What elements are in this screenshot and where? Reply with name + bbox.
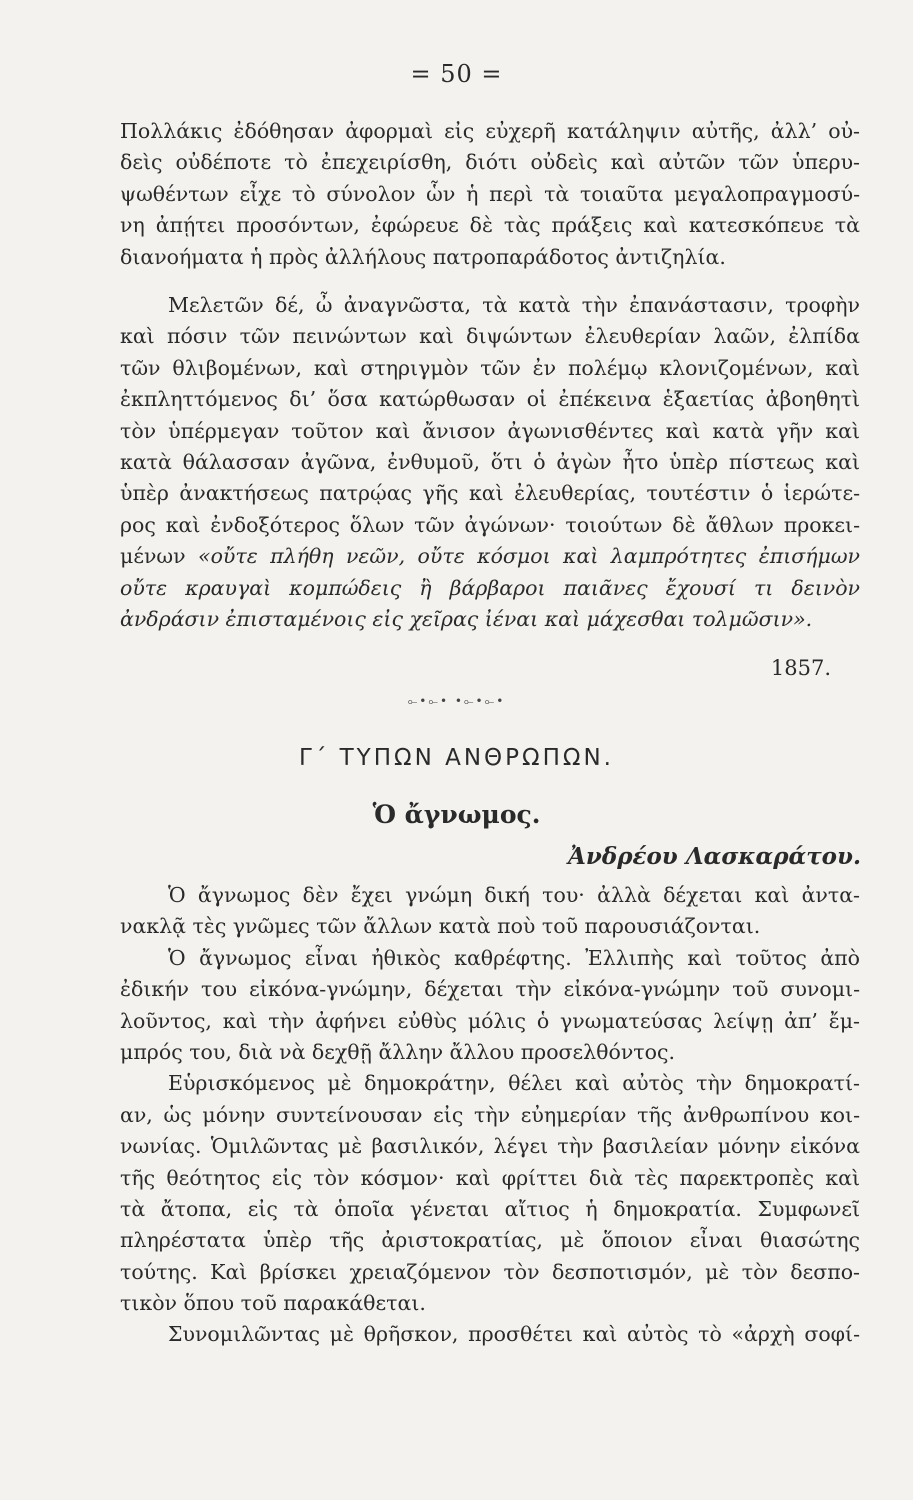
paragraph-1 <box>120 116 860 273</box>
text-line: λοῦντος, καὶ τὴν ἀφήνει εὐθὺς μόλις ὁ γνωματεύσας λείψῃ ἀπ’ ἔμ- <box>120 1008 860 1033</box>
text-line: νη ἀπῄτει προσόντων, ἐφώρευε δὲ τὰς πράξεις καὶ κατεσκόπευε τὰ <box>120 213 860 238</box>
text-line: διανοήματα ἡ πρὸς ἀλλήλους πατροπαράδοτος ἀντιζηλία. <box>120 244 726 269</box>
section-divider-ornament: ⟜•⟜• •⟜•⟜• <box>407 694 506 708</box>
text-line: καὶ πόσιν τῶν πεινώντων καὶ διψώντων ἐλευθερίαν λαῶν, ἐλπίδα <box>120 324 860 349</box>
text-line: ἐδικήν του εἰκόνα-γνώμην, δέχεται τὴν εἰκόνα-γνώμην τοῦ συνομι- <box>120 977 860 1002</box>
text-line: τῶν θλιβομένων, καὶ στηριγμὸν τῶν ἐν πολέμῳ κλονιζομένων, καὶ <box>120 355 860 380</box>
text-line: Εὑρισκόμενος μὲ δημοκράτην, θέλει καὶ αὐτὸς τὴν δημοκρατί- <box>168 1071 860 1096</box>
text-line: ψωθέντων εἶχε τὸ σύνολον ὧν ἡ περὶ τὰ τοιαῦτα μεγαλοπραγμοσύ- <box>120 181 860 206</box>
text-line-mixed <box>120 541 860 572</box>
text-line: ρος καὶ ἐνδοξότερος ὅλων τῶν ἀγώνων· τοιούτων δὲ ἄθλων προκει- <box>120 512 860 537</box>
text-line: δεὶς οὐδέποτε τὸ ἐπεχειρίσθη, διότι οὐδεὶς καὶ αὐτῶν τῶν ὑπερυ- <box>120 150 860 175</box>
page-number: = 50 = <box>410 60 503 88</box>
text-line: αν, ὡς μόνην συντείνουσαν εἰς τὴν εὐημερίαν τῆς ἀνθρωπίνου κοι- <box>120 1102 860 1127</box>
text-line: Ὁ ἄγνωμος εἶναι ἠθικὸς καθρέφτης. Ἐλλιπὴς καὶ τοῦτος ἀπὸ <box>168 945 860 970</box>
text-line: τούτης. Καὶ βρίσκει χρειαζόμενον τὸν δεσποτισμόν, μὲ τὸν δεσπο- <box>120 1259 860 1284</box>
text-line: τὰ ἄτοπα, εἰς τὰ ὁποῖα γένεται αἴτιος ἡ δημοκρατία. Συμφωνεῖ <box>120 1196 860 1221</box>
essay-body <box>120 880 860 1351</box>
essay-title: Ὁ ἄγνωμος. <box>372 800 541 829</box>
text-line: νωνίας. Ὁμιλῶντας μὲ βασιλικόν, λέγει τὴν βασιλείαν μόνην εἰκόνα <box>120 1134 860 1159</box>
text-fragment: μένων <box>120 544 199 569</box>
text-line: τικὸν ὅπου τοῦ παρακάθεται. <box>120 1291 426 1316</box>
text-line: πληρέστατα ὑπὲρ τῆς ἀριστοκρατίας, μὲ ὅποιον εἶναι θιασώτης <box>120 1228 860 1253</box>
quotation-fragment: «οὔτε πλήθη νεῶν, οὔτε κόσμοι καὶ λαμπρότητες ἐπισήμων <box>198 544 861 569</box>
section-heading: Γ΄ ΤΥΠΩΝ ΑΝΘΡΩΠΩΝ. <box>299 745 614 771</box>
date-signature: 1857. <box>770 656 831 680</box>
paragraph-2 <box>120 290 860 635</box>
text-line: ὑπὲρ ἀνακτήσεως πατρῴας γῆς καὶ ἐλευθερίας, τουτέστιν ὁ ἱερώτε- <box>120 481 860 506</box>
text-line: νακλᾷ τὲς γνῶμες τῶν ἄλλων κατὰ ποὺ τοῦ παρουσιάζονται. <box>120 914 761 939</box>
text-line: μπρός του, διὰ νὰ δεχθῇ ἄλλην ἄλλου προσελθόντος. <box>120 1039 675 1064</box>
text-line: Συνομιλῶντας μὲ θρῆσκον, προσθέτει καὶ αὐτὸς τὸ «ἀρχὴ σοφί- <box>168 1322 860 1347</box>
text-line: κατὰ θάλασσαν ἀγῶνα, ἐνθυμοῦ, ὅτι ὁ ἀγὼν ἦτο ὑπὲρ πίστεως καὶ <box>120 449 860 474</box>
text-line: Ὁ ἄγνωμος δὲν ἔχει γνώμη δική του· ἀλλὰ δέχεται καὶ ἀντα- <box>168 883 860 907</box>
text-line: τῆς θεότητος εἰς τὸν κόσμον· καὶ φρίττει διὰ τὲς παρεκτροπὲς καὶ <box>120 1165 860 1190</box>
text-line: ἐκπληττόμενος δι’ ὅσα κατώρθωσαν οἱ ἐπέκεινα ἑξαετίας ἀβοηθητὶ <box>120 387 860 412</box>
quotation-line: ἀνδράσιν ἐπισταμένοις εἰς χεῖρας ἰέναι καὶ μάχεσθαι τολμῶσιν». <box>120 606 813 631</box>
text-line: Μελετῶν δέ, ὦ ἀναγνῶστα, τὰ κατὰ τὴν ἐπανάστασιν, τροφὴν <box>168 293 860 317</box>
text-line: τὸν ὑπέρμεγαν τοῦτον καὶ ἄνισον ἀγωνισθέντες καὶ κατὰ γῆν καὶ <box>120 418 860 443</box>
text-line: Πολλάκις ἐδόθησαν ἀφορμαὶ εἰς εὐχερῆ κατάληψιν αὐτῆς, ἀλλ’ οὐ- <box>120 119 860 143</box>
author-name: Ἀνδρέου Λασκαράτου. <box>568 843 861 870</box>
quotation-line: οὔτε κραυγαὶ κομπώδεις ἢ βάρβαροι παιᾶνες ἔχουσί τι δεινὸν <box>120 575 860 600</box>
